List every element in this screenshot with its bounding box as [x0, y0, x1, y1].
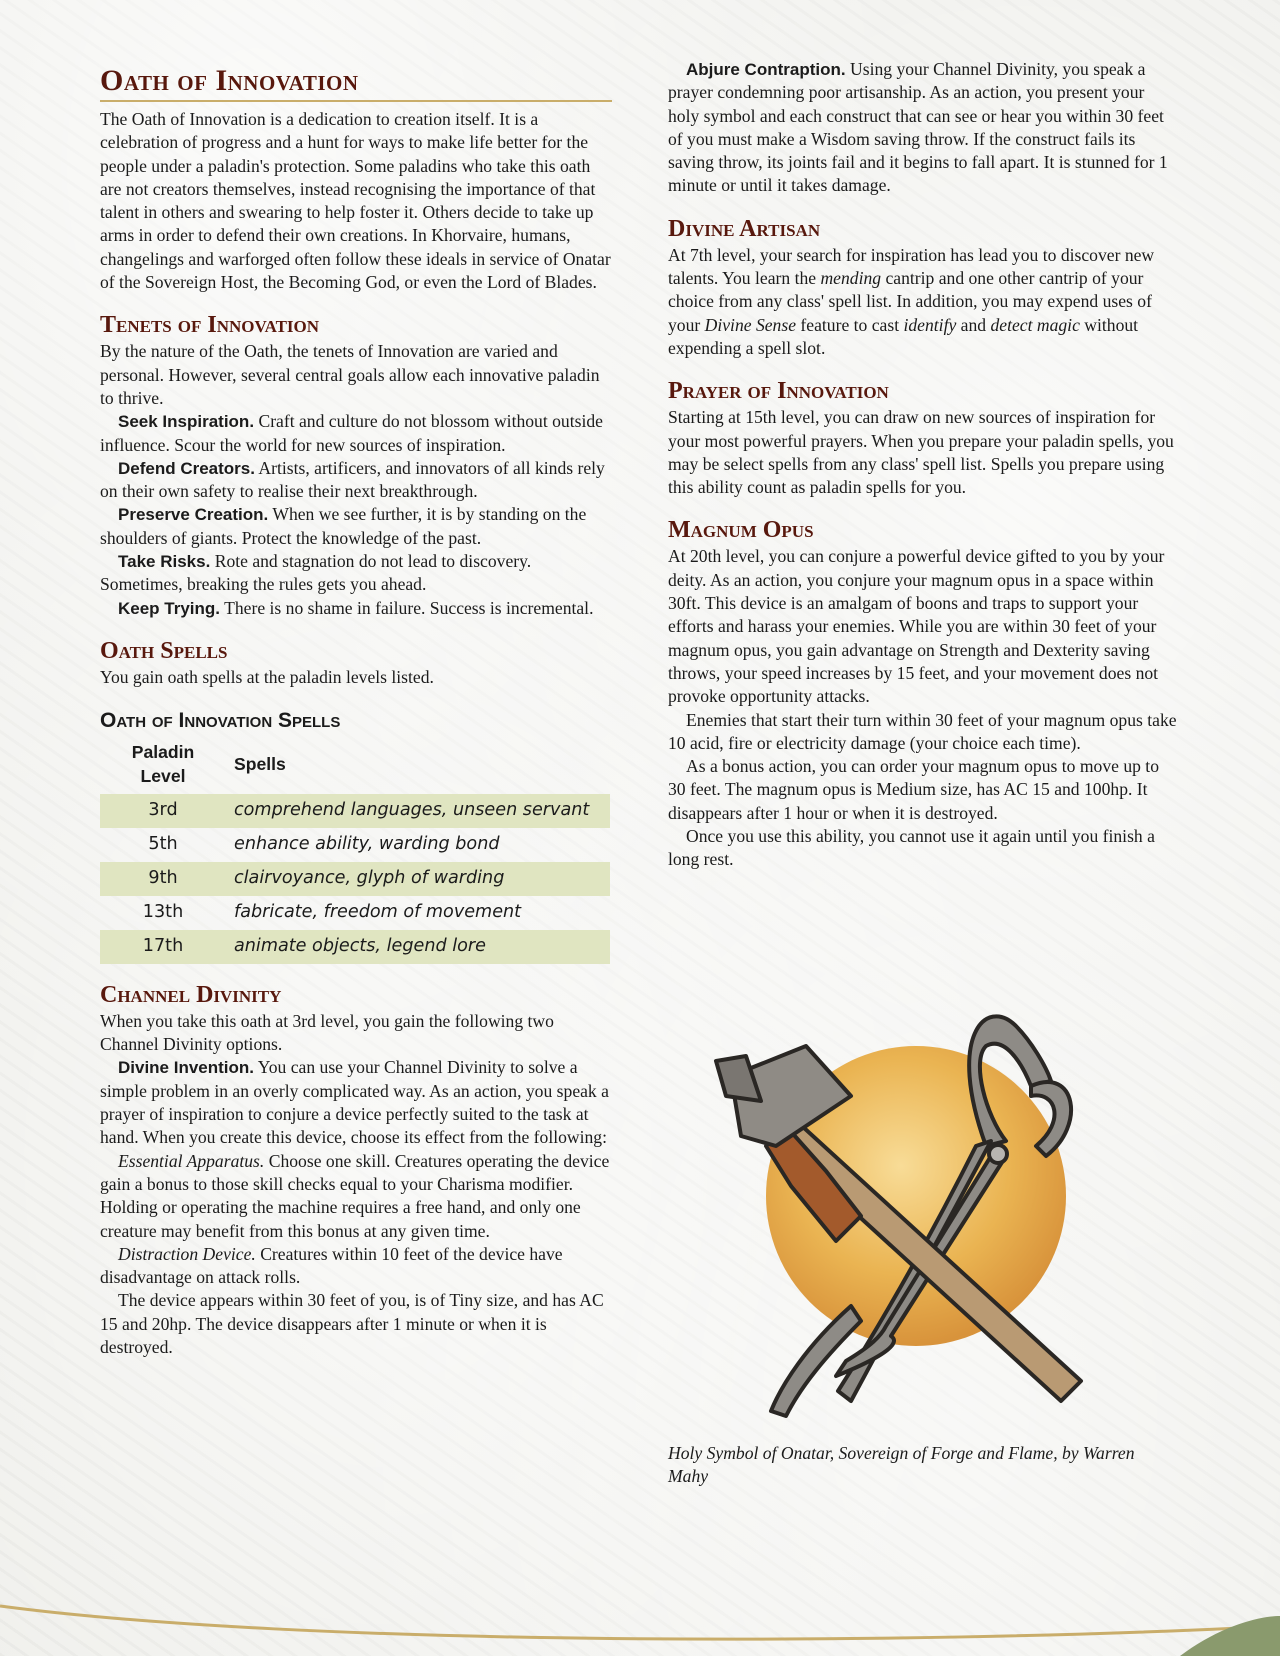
column-header: Spells — [234, 753, 286, 774]
oath-spells-text: You gain oath spells at the paladin levels listed. — [100, 666, 434, 687]
feature-name: Divine Sense — [704, 314, 797, 335]
column-header: Paladin Level — [131, 742, 195, 786]
magnum-opus-heading: Magnum Opus — [668, 517, 814, 544]
prayer-heading: Prayer of Innovation — [668, 378, 889, 405]
tenet-text: Rote and stagnation do not lead to discovery. Sometimes, breaking the rules gets you ahead. — [100, 551, 532, 595]
tenets-heading: Tenets of Innovation — [100, 312, 320, 339]
image-caption: Holy Symbol of Onatar, Sovereign of Forge and Flame, by Warren Mahy — [668, 1443, 1135, 1487]
channel-divinity-heading: Channel Divinity — [100, 981, 282, 1008]
tenet-item — [100, 503, 612, 550]
tenets-intro: By the nature of the Oath, the tenets of Innovation are varied and personal. However, several central goals allow each innovative paladin to thrive. — [100, 341, 600, 408]
distraction-device-paragraph — [100, 1243, 612, 1290]
divine-artisan-paragraph: At 7th level, your search for inspiration has lead you to discover new talents. You learn the mending cantrip and one other cantrip of your choice from any class' spell list. In addition, you may expend uses of your Divine Sense feature to cast identify and detect magic without expending a spell slot. — [668, 244, 1155, 358]
tenet-text: When we see further, it is by standing on the shoulders of giants. Protect the knowledge of the past. — [100, 504, 587, 548]
level-cell: 3rd — [100, 794, 226, 828]
tenet-text: Craft and culture do not blossom without outside influence. Scour the world for new sources of inspiration. — [100, 411, 603, 455]
page-title: Oath of Innovation — [100, 66, 612, 102]
abjure-contraption-name: Abjure Contraption. — [686, 60, 846, 79]
level-cell: 5th — [148, 834, 178, 855]
table-row — [100, 930, 610, 964]
oath-spells-heading: Oath Spells — [100, 637, 228, 664]
tenet-name: Seek Inspiration. — [118, 412, 255, 432]
tenet-name: Defend Creators. — [118, 458, 255, 478]
spell-name: mending — [820, 268, 882, 289]
right-column — [668, 58, 1180, 872]
table-row — [100, 896, 610, 930]
intro-paragraph: The Oath of Innovation is a dedication to creation itself. It is a celebration of progress and a hunt for ways to make life better for the people under a paladin's protection. Some paladins who take this oath are not creators themselves, instead recognising the importance of that talent in others and swearing to help foster it. Others decide to take up arms in order to defend their own creations. In Khorvaire, humans, changelings and warforged often follow these ideals in service of Onatar of the Sovereign Host, the Becoming God, or even the Lord of Blades. — [100, 109, 611, 293]
spell-name: detect magic — [990, 314, 1080, 335]
spell-table — [100, 737, 610, 964]
essential-apparatus-name: Essential Apparatus. — [118, 1150, 265, 1171]
magnum-opus-paragraph: As a bonus action, you can order your magnum opus to move up to 30 feet. The magnum opus is Medium size, has AC 15 and 100hp. It disappears after 1 hour or when it is destroyed. — [668, 756, 1159, 823]
device-paragraph: The device appears within 30 feet of you, is of Tiny size, and has AC 15 and 20hp. The device disappears after 1 minute or when it is destroyed. — [100, 1290, 604, 1357]
tenet-text: There is no shame in failure. Success is incremental. — [224, 597, 594, 618]
distraction-device-name: Distraction Device. — [118, 1243, 256, 1264]
abjure-contraption-text: Using your Channel Divinity, you speak a prayer condemning poor artisanship. As an action, you present your holy symbol and each construct that can see or hear you within 30 feet of you must make a Wisdom saving throw. If the construct fails its saving throw, its joints fail and it begins to fall apart. It is stunned for 1 minute or until it takes damage. — [668, 59, 1168, 196]
spells-cell: enhance ability, warding bond — [234, 834, 500, 855]
essential-apparatus-paragraph — [100, 1150, 612, 1243]
channel-divinity-intro: When you take this oath at 3rd level, you gain the following two Channel Divinity options. — [100, 1010, 554, 1055]
tenet-item — [100, 457, 612, 504]
tenet-item — [100, 550, 612, 597]
divine-invention-text: You can use your Channel Divinity to solve a simple problem in an overly complicated way. As an action, you speak a prayer of inspiration to conjure a device perfectly suited to the task at hand. When you create this device, choose its effect from the following: — [100, 1057, 609, 1148]
tenet-name: Preserve Creation. — [118, 505, 269, 525]
magnum-opus-paragraph: At 20th level, you can conjure a powerful device gifted to you by your deity. As an action, you conjure your magnum opus in a space within 30ft. This device is an amalgam of boons and traps to support your efforts and harass your enemies. While you are within 30 feet of your magnum opus, you gain advantage on Strength and Dexterity saving throws, your speed increases by 15 feet, and your movement does not provoke opportunity attacks. — [668, 546, 1165, 707]
holy-symbol-illustration — [686, 1006, 1156, 1426]
magnum-opus-paragraph: Enemies that start their turn within 30 feet of your magnum opus take 10 acid, fire or electricity damage (your choice each time). — [668, 709, 1177, 753]
left-column — [100, 58, 612, 1359]
essential-apparatus-text: Choose one skill. Creatures operating the device gain a bonus to those skill checks equal to your Charisma modifier. Holding or operating the machine requires a free hand, and only one creature may benefit from this bonus at any given time. — [100, 1150, 610, 1241]
table-row — [100, 862, 610, 896]
table-row — [100, 794, 610, 828]
footer-ornament — [0, 1586, 1280, 1656]
abjure-contraption-paragraph — [668, 58, 1180, 198]
divine-artisan-heading: Divine Artisan — [668, 215, 821, 242]
divine-invention-name: Divine Invention. — [118, 1058, 255, 1078]
tenet-name: Keep Trying. — [118, 598, 221, 618]
spells-cell: clairvoyance, glyph of warding — [226, 862, 610, 896]
magnum-opus-paragraph: Once you use this ability, you cannot use it again until you finish a long rest. — [668, 826, 1155, 870]
prayer-paragraph: Starting at 15th level, you can draw on new sources of inspiration for your most powerful prayers. When you prepare your paladin spells, you may be select spells from any class' spell list. Spells you prepare using this ability count as paladin spells for you. — [668, 407, 1174, 498]
spell-name: identify — [903, 314, 957, 335]
table-row — [100, 828, 610, 862]
level-cell: 9th — [100, 862, 226, 896]
level-cell: 17th — [100, 930, 226, 964]
tenet-item — [100, 410, 612, 457]
spells-cell: fabricate, freedom of movement — [234, 902, 522, 923]
spells-cell: comprehend languages, unseen servant — [226, 794, 610, 828]
spells-cell: animate objects, legend lore — [226, 930, 610, 964]
table-header-row — [100, 737, 610, 794]
tenet-text: Artists, artificers, and innovators of all kinds rely on their own safety to realise their next breakthrough. — [100, 457, 605, 502]
level-cell: 13th — [142, 902, 184, 923]
distraction-device-text: Creatures within 10 feet of the device have disadvantage on attack rolls. — [100, 1243, 563, 1288]
divine-invention-paragraph — [100, 1056, 612, 1149]
spell-table-title: Oath of Innovation Spells — [100, 709, 341, 733]
tenet-name: Take Risks. — [118, 552, 211, 572]
tenet-item — [100, 597, 612, 620]
